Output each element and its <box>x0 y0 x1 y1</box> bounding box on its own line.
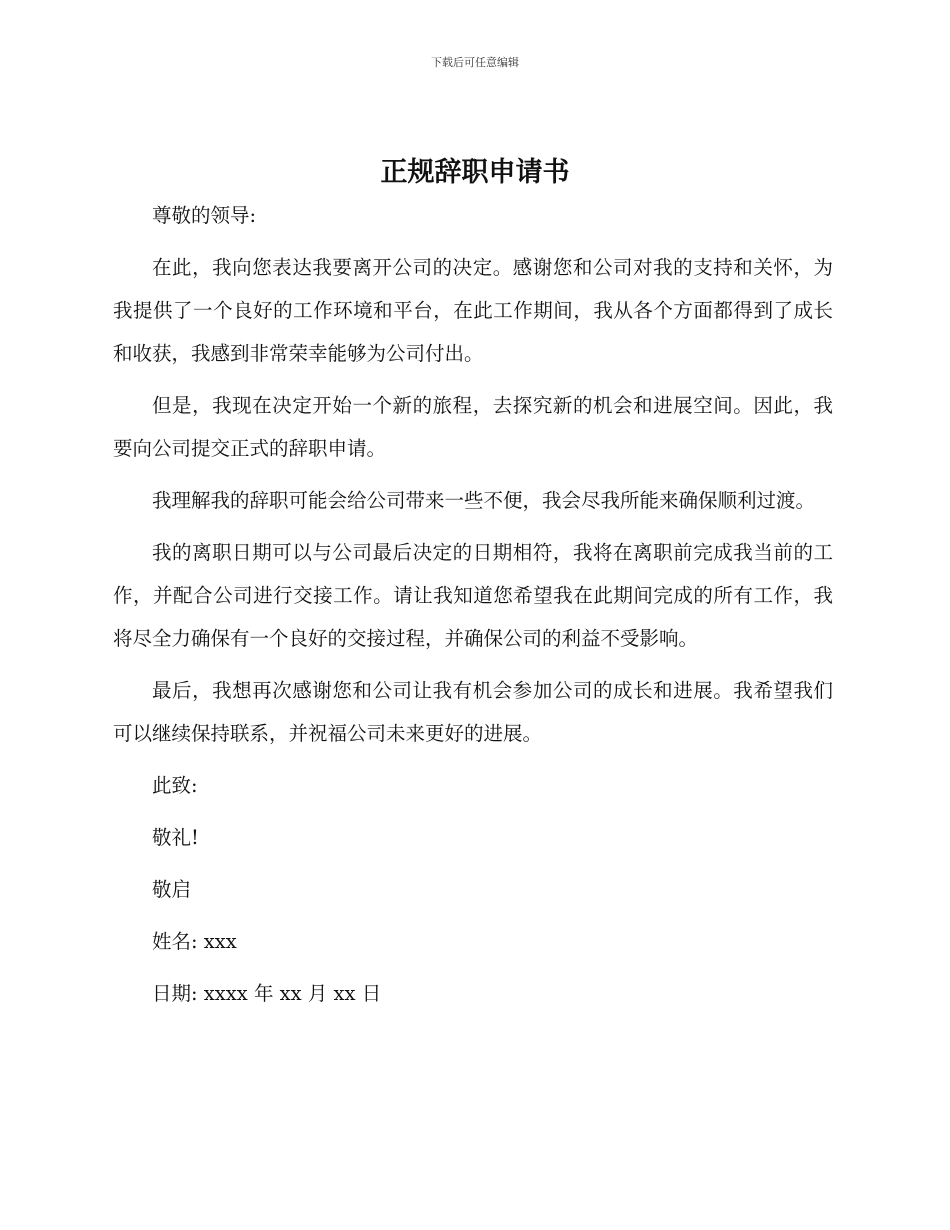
document-title: 正规辞职申请书 <box>380 157 570 188</box>
paragraph-1: 在此，我向您表达我要离开公司的决定。感谢您和公司对我的支持和关怀，为我提供了一个良好的工作环境和平台，在此工作期间，我从各个方面都得到了成长和收获，我感到非常荣幸能够为公司付出。 <box>113 256 833 365</box>
closing-line-2: 敬礼! <box>152 826 199 849</box>
paragraph-4: 我的离职日期可以与公司最后决定的日期相符，我将在离职前完成我当前的工作，并配合公司进行交接工作。请让我知道您希望我在此期间完成的所有工作，我将尽全力确保有一个良好的交接过程，并确保公司的利益不受影响。 <box>113 541 833 650</box>
closing-line-3: 敬启 <box>152 878 192 901</box>
date-line: 日期: xxxx 年 xx 月 xx 日 <box>152 982 382 1005</box>
name-line: 姓名: xxx <box>152 930 237 953</box>
letter-body <box>113 194 833 1024</box>
paragraph-2: 但是，我现在决定开始一个新的旅程，去探究新的机会和进展空间。因此，我要向公司提交正式的辞职申请。 <box>113 394 833 460</box>
salutation: 尊敬的领导: <box>152 204 257 227</box>
closing-line-1: 此致: <box>152 774 198 797</box>
header-note: 下载后可任意编辑 <box>431 56 519 69</box>
paragraph-5: 最后，我想再次感谢您和公司让我有机会参加公司的成长和进展。我希望我们可以继续保持联系，并祝福公司未来更好的进展。 <box>113 679 833 745</box>
paragraph-3: 我理解我的辞职可能会给公司带来一些不便，我会尽我所能来确保顺利过渡。 <box>152 489 816 512</box>
